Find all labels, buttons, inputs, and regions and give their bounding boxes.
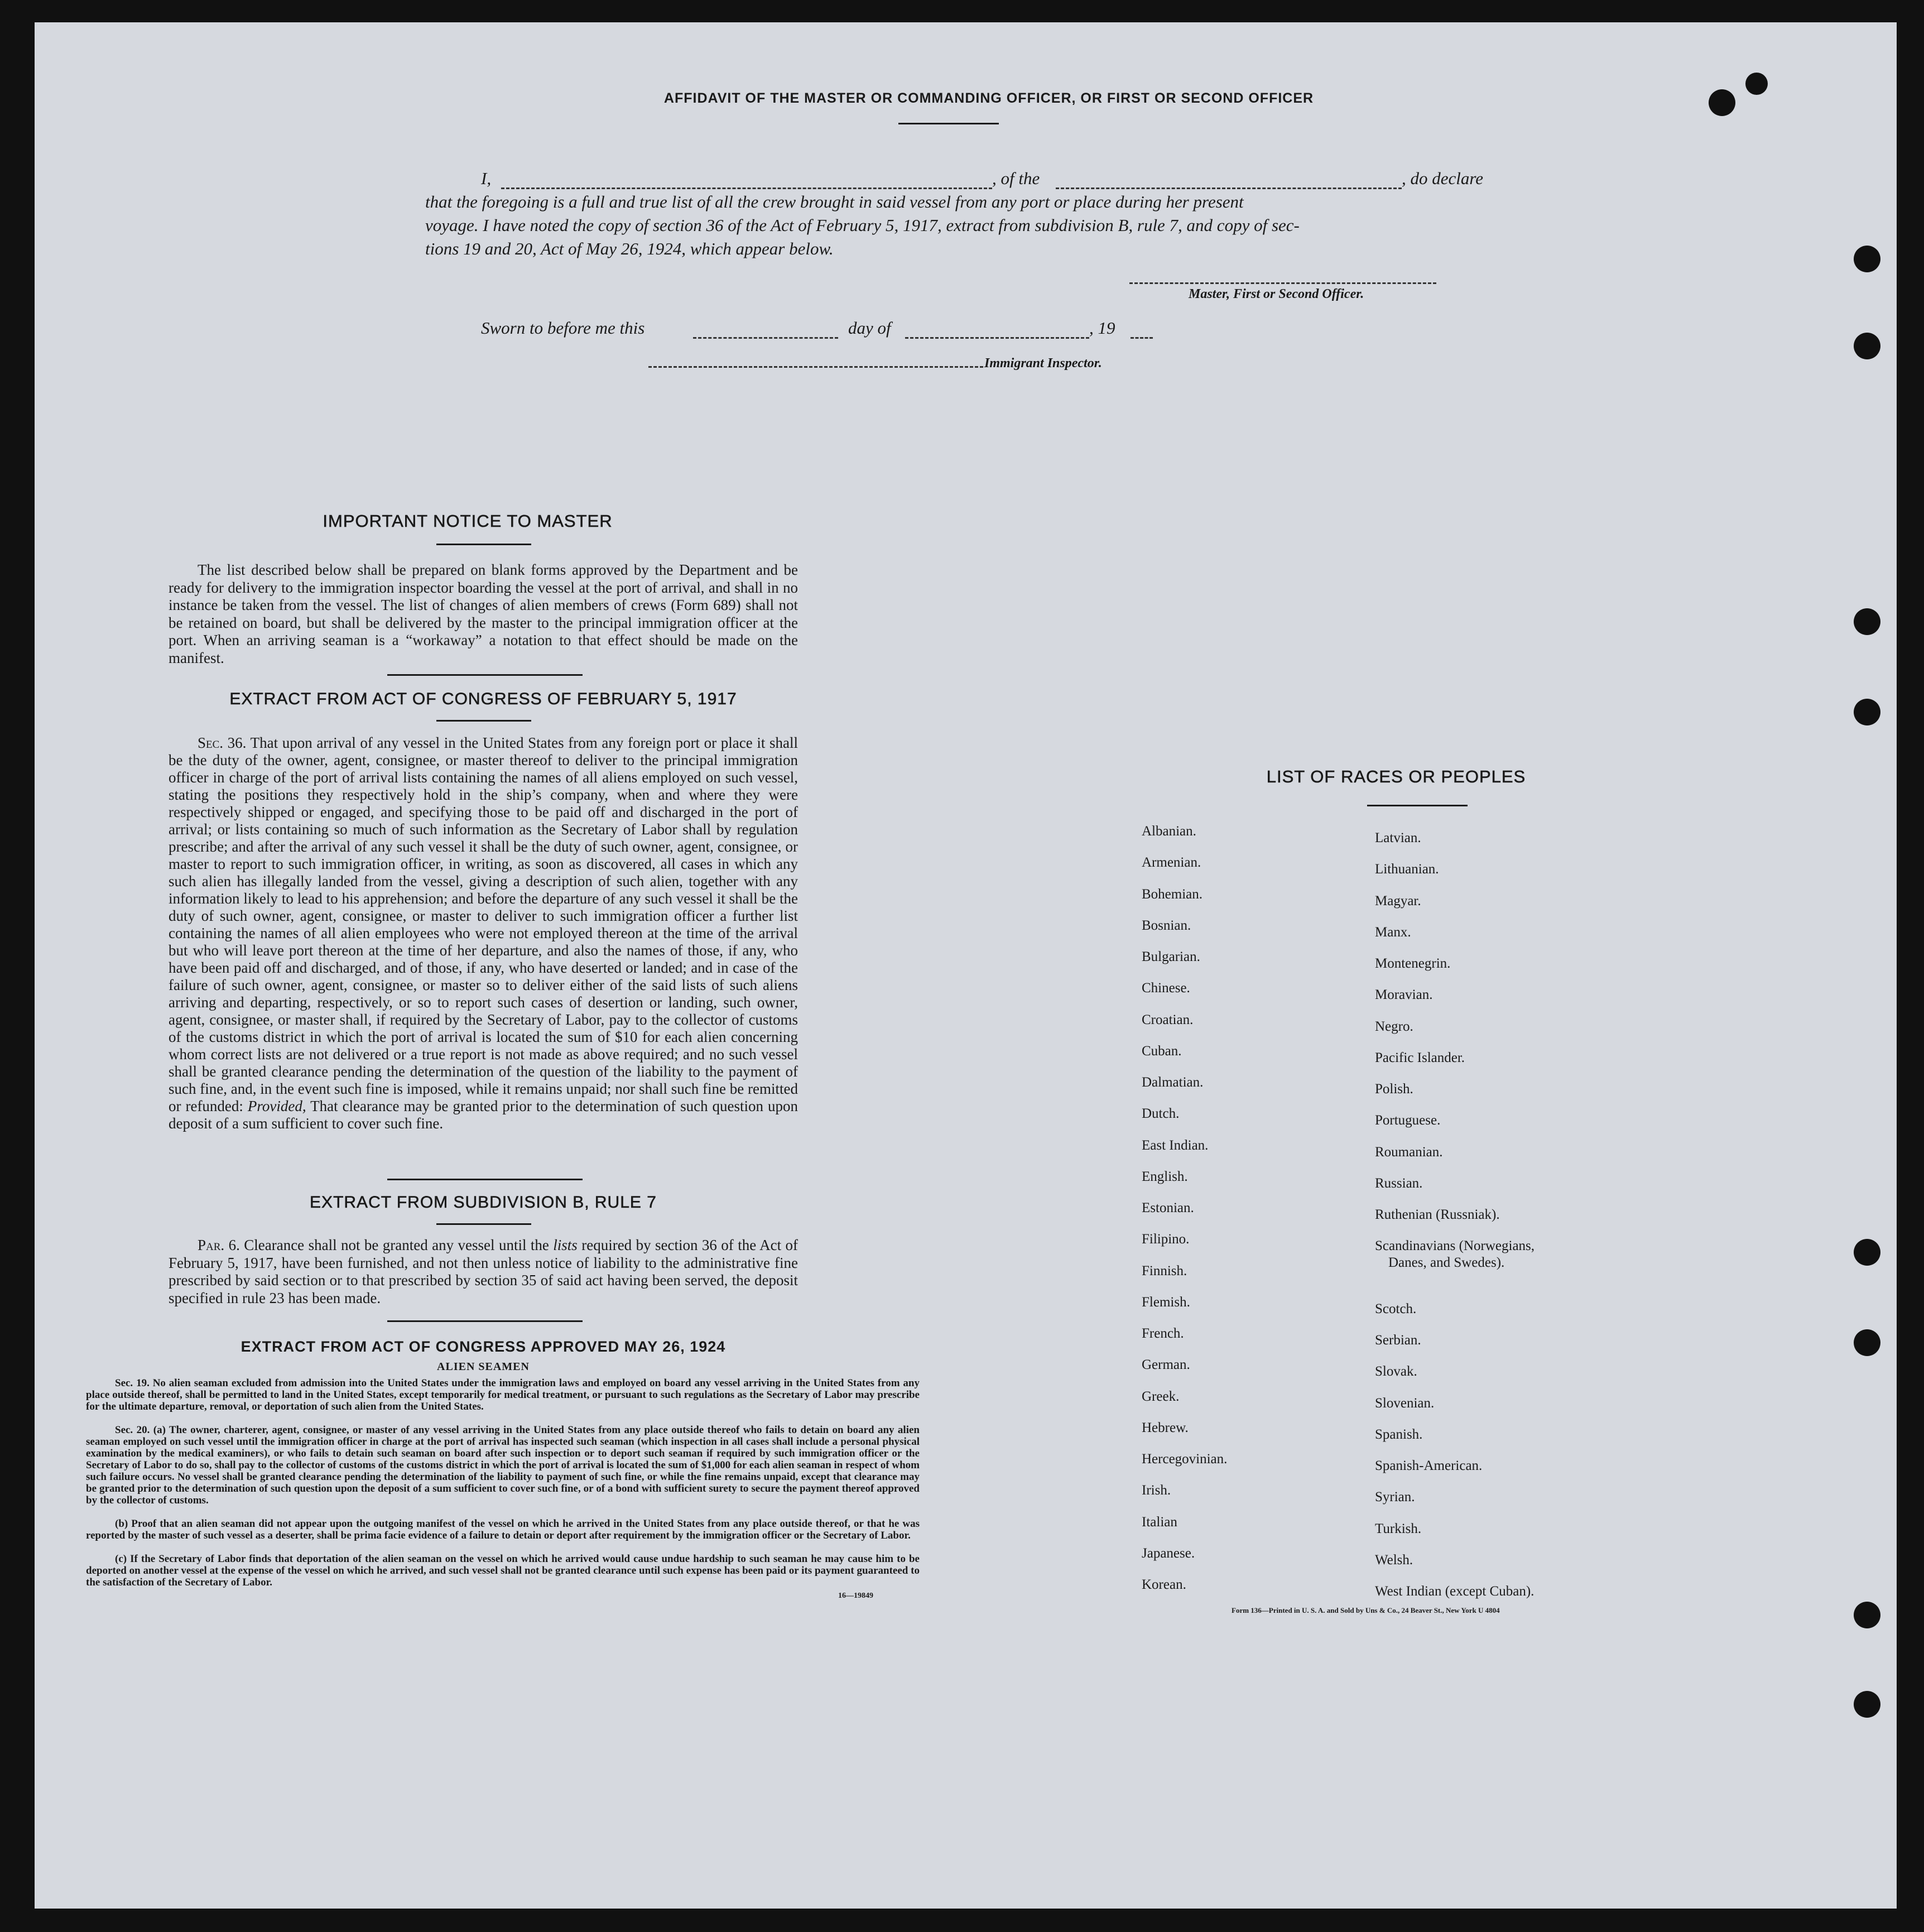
rule-7-title: EXTRACT FROM SUBDIVISION B, RULE 7 bbox=[310, 1193, 657, 1212]
extract-1917-title: EXTRACT FROM ACT OF CONGRESS OF FEBRUARY 5, 1917 bbox=[229, 690, 737, 708]
section-rule bbox=[387, 1320, 583, 1322]
race-item: West Indian (except Cuban). bbox=[1375, 1584, 1535, 1599]
race-item: Bulgarian. bbox=[1142, 949, 1200, 964]
punch-hole bbox=[1854, 1239, 1880, 1266]
race-item: Slovenian. bbox=[1375, 1395, 1435, 1411]
punch-hole bbox=[1854, 333, 1880, 359]
section-36-body: That upon arrival of any vessel in the United States from any foreign port or place it shall be the duty of the owner, agent, consignee, or master thereof to deliver to the principal immigration officer in charge of the port of arrival lists containing the names of all aliens employed on such vessel, stating the positions they respectively hold in the ship’s company, when and where they were respectively shipped or engaged, and specifying those to be paid off and discharged in the port of arrival; or lists containing so much of such information as the Secretary of Labor shall by regulation prescribe; and after the arrival of any such vessel it shall be the duty of such owner, agent, consignee, or master to report to such immigration officer, in writing, as soon as discovered, all cases in which any such alien has illegally landed from the vessel, giving a description of such alien, together with any information likely to lead to his apprehension; and before the departure of any such vessel it shall be the duty of such owner, agent, consignee, or master to deliver to such immigration officer a further list containing the names of all alien employees who were not employed thereon at the time of the arrival but who will leave port thereon at the time of her departure, and also the names of those, if any, who have been paid off and discharged, and of those, if any, who have deserted or landed; and in case of the failure of such owner, agent, consignee, or master so to deliver either of the said lists of such aliens arriving and departing, respectively, or so to report such cases of desertion or landing, such owner, agent, consignee, or master shall, if required by the Secretary of Labor, pay to the collector of customs of the customs district in which the port of arrival is located the sum of $10 for each alien concerning whom correct lists are not delivered or a true report is not made as above required; and no such vessel shall be granted clearance pending the determination of the question of the liability to the payment of such fine, and, in the event such fine is imposed, while it remains unpaid; nor shall such fine be remitted or refunded: bbox=[169, 734, 799, 1114]
race-item: Manx. bbox=[1375, 924, 1411, 940]
race-item: Roumanian. bbox=[1375, 1144, 1443, 1160]
race-item: Chinese. bbox=[1142, 981, 1190, 996]
sworn-year-blank bbox=[1131, 337, 1153, 339]
race-item: Welsh. bbox=[1375, 1552, 1413, 1568]
inspector-signature-label: Immigrant Inspector. bbox=[984, 356, 1102, 371]
race-item: Estonian. bbox=[1142, 1200, 1194, 1215]
sworn-mid: day of bbox=[848, 318, 891, 338]
race-item: Pacific Islander. bbox=[1375, 1050, 1465, 1065]
race-item: Syrian. bbox=[1375, 1489, 1415, 1505]
sworn-year: , 19 bbox=[1089, 318, 1115, 338]
section-rule bbox=[387, 1179, 583, 1180]
section-36-label: Sec. 36. bbox=[198, 734, 247, 751]
notice-rule bbox=[436, 544, 531, 545]
race-item: Dutch. bbox=[1142, 1106, 1180, 1122]
race-item: German. bbox=[1142, 1357, 1190, 1373]
race-item: Flemish. bbox=[1142, 1294, 1190, 1310]
race-item: Ruthenian (Russniak). bbox=[1375, 1207, 1500, 1222]
punch-hole bbox=[1745, 73, 1768, 95]
race-item: Armenian. bbox=[1142, 855, 1201, 871]
alien-seamen-subtitle: ALIEN SEAMEN bbox=[437, 1361, 530, 1373]
affidavit-line1-prefix: I, bbox=[481, 169, 492, 188]
punch-hole bbox=[1854, 1602, 1880, 1628]
paragraph-6-label: Par. 6. bbox=[198, 1237, 240, 1253]
race-item: Moravian. bbox=[1375, 987, 1433, 1003]
race-item: Bosnian. bbox=[1142, 917, 1191, 933]
title-rule bbox=[1367, 805, 1468, 806]
lists-word: lists bbox=[553, 1237, 578, 1253]
section-20a-text: Sec. 20. (a) The owner, charterer, agent, consignee, or master of any vessel arriving in the United States from any place outside thereof who fails to detain on board any alien seaman employed on such vessel until the immigration officer in charge at the port of arrival has inspected such seaman (which inspection in all cases shall include a personal physical examination by the medical examiners), or who fails to detain such seaman on board after such inspection or to deport such seaman if required by such immigration officer or the Secretary of Labor to do so, shall pay to the collector of customs of the customs district in which the port of arrival is located the sum of $1,000 for each alien seaman in respect of whom such failure occurs. No vessel shall be granted clearance pending the determination of the liability to payment of such fine, or while the fine remains unpaid, except that clearance may be granted prior to the determination of such question upon the deposit of a sum sufficient to cover such fine, or of a bond with sufficient surety to secure the payment thereof approved by the collector of customs. bbox=[86, 1424, 920, 1506]
race-item: Polish. bbox=[1375, 1082, 1413, 1097]
punch-hole bbox=[1854, 608, 1880, 635]
race-item: Turkish. bbox=[1375, 1521, 1422, 1536]
section-19-text: Sec. 19. No alien seaman excluded from admission into the United States under the immigration laws and employed on board any vessel arriving in the United States from any place outside thereof, shall be permitted to land in the United States, except temporarily for medical treatment, or pursuant to such regulations as the Secretary of Labor may prescribe for the ultimate departure, removal, or deportation of such alien from the United States. bbox=[86, 1377, 920, 1412]
section-36-text bbox=[169, 734, 798, 1132]
name-blank bbox=[501, 188, 992, 189]
title-rule bbox=[898, 123, 999, 124]
affidavit-line4: tions 19 and 20, Act of May 26, 1924, which appear below. bbox=[425, 239, 834, 258]
race-item: Serbian. bbox=[1375, 1333, 1421, 1348]
master-signature-line bbox=[1129, 282, 1436, 284]
race-item: English. bbox=[1142, 1169, 1188, 1184]
notice-body: The list described below shall be prepared on blank forms approved by the Department and be ready for delivery to the immigration inspector boarding the vessel at the port of arrival, and shall in no instance be taken from the vessel. The list of changes of alien members of crews (Form 689) shall not be retained on board, but shall be delivered by the master to the principal immigration officer at the port. When an arriving seaman is a “workaway” a notation to that effect should be made on the manifest. bbox=[169, 561, 798, 666]
title-rule bbox=[436, 720, 531, 722]
race-item: Russian. bbox=[1375, 1175, 1423, 1191]
document-sheet bbox=[35, 22, 1897, 1909]
race-item: Irish. bbox=[1142, 1483, 1171, 1498]
race-item: Scotch. bbox=[1375, 1301, 1417, 1316]
sworn-prefix: Sworn to before me this bbox=[481, 318, 645, 338]
race-item: French. bbox=[1142, 1326, 1184, 1341]
punch-hole bbox=[1854, 246, 1880, 272]
section-rule bbox=[387, 674, 583, 676]
affidavit-title: AFFIDAVIT OF THE MASTER OR COMMANDING OFFICER, OR FIRST OR SECOND OFFICER bbox=[663, 90, 1314, 106]
race-item: Dalmatian. bbox=[1142, 1075, 1204, 1090]
provided-word: Provided, bbox=[247, 1098, 306, 1114]
punch-hole bbox=[1854, 1691, 1880, 1718]
race-item: Hebrew. bbox=[1142, 1420, 1189, 1435]
vessel-blank bbox=[1056, 188, 1402, 189]
sworn-month-blank bbox=[905, 337, 1089, 339]
race-item: East Indian. bbox=[1142, 1137, 1209, 1153]
race-item: Italian bbox=[1142, 1514, 1177, 1530]
race-item: Hercegovinian. bbox=[1142, 1452, 1228, 1467]
race-item: Albanian. bbox=[1142, 824, 1196, 839]
race-item: Bohemian. bbox=[1142, 886, 1203, 902]
race-item: Portuguese. bbox=[1375, 1113, 1441, 1128]
race-item: Latvian. bbox=[1375, 830, 1421, 845]
paragraph-6-text bbox=[169, 1237, 798, 1307]
sworn-day-blank bbox=[693, 337, 838, 339]
paragraph-6-body-b: required by section 36 of the Act of February 5, 1917, have been furnished, and not then unless notice of liability to the administrative fine prescribed by said section or to that prescribed by section 35 of said act having been served, the deposit specified in rule 23 has been made. bbox=[169, 1237, 799, 1306]
affidavit-line2: that the foregoing is a full and true list of all the crew brought in said vessel from any port or place during her present bbox=[425, 192, 1244, 212]
race-item: Montenegrin. bbox=[1375, 956, 1451, 971]
race-item: Spanish. bbox=[1375, 1426, 1423, 1442]
affidavit-line1-mid: , of the bbox=[992, 169, 1040, 188]
race-item: Danes, and Swedes). bbox=[1388, 1255, 1505, 1270]
race-item: Korean. bbox=[1142, 1577, 1186, 1592]
print-code: 16—19849 bbox=[838, 1592, 873, 1600]
race-item: Japanese. bbox=[1142, 1545, 1195, 1561]
punch-hole bbox=[1854, 699, 1880, 725]
master-signature-label: Master, First or Second Officer. bbox=[1189, 287, 1364, 301]
race-item: Finnish. bbox=[1142, 1263, 1187, 1279]
races-title: LIST OF RACES OR PEOPLES bbox=[1266, 767, 1526, 786]
race-item: Slovak. bbox=[1375, 1364, 1417, 1380]
race-item: Negro. bbox=[1375, 1018, 1413, 1034]
section-36-tail: That clearance may be granted prior to the determination of such question upon deposit of a sum sufficient to cover such fine. bbox=[169, 1098, 799, 1132]
section-20c-text: (c) If the Secretary of Labor finds that deportation of the alien seaman on the vessel on which he arrived would cause undue hardship to such seaman he may cause him to be deported on another vessel at the expense of the vessel on which he arrived, and such vessel shall not be granted clearance until such expense has been paid or its payment guaranteed to the satisfaction of the Secretary of Labor. bbox=[86, 1553, 920, 1588]
punch-hole bbox=[1854, 1329, 1880, 1356]
race-item: Lithuanian. bbox=[1375, 862, 1439, 877]
affidavit-line3: voyage. I have noted the copy of section 36 of the Act of February 5, 1917, extract from subdivision B, rule 7, and copy of sec- bbox=[425, 215, 1300, 235]
affidavit-line1-end: , do declare bbox=[1402, 169, 1484, 188]
form-printer-line: Form 136—Printed in U. S. A. and Sold by Uns & Co., 24 Beaver St., New York U 4804 bbox=[1232, 1606, 1500, 1614]
notice-title: IMPORTANT NOTICE TO MASTER bbox=[323, 511, 613, 531]
paragraph-6-body-a: Clearance shall not be granted any vessel until the bbox=[244, 1237, 549, 1253]
race-item: Croatian. bbox=[1142, 1012, 1194, 1027]
race-item: Magyar. bbox=[1375, 893, 1421, 909]
extract-1924-title: EXTRACT FROM ACT OF CONGRESS APPROVED MAY 26, 1924 bbox=[240, 1338, 726, 1355]
race-item: Spanish-American. bbox=[1375, 1458, 1483, 1473]
race-item: Cuban. bbox=[1142, 1043, 1182, 1059]
race-item: Greek. bbox=[1142, 1388, 1180, 1404]
punch-hole bbox=[1709, 89, 1735, 116]
inspector-signature-line bbox=[648, 366, 983, 368]
section-20b-text: (b) Proof that an alien seaman did not appear upon the outgoing manifest of the vessel on which he arrived in the United States from any place outside thereof, or that he was reported by the master of such vessel as a deserter, shall be prima facie evidence of a failure to detain or deport after requirement by the immigration officer or the Secretary of Labor. bbox=[86, 1518, 920, 1541]
title-rule bbox=[436, 1223, 531, 1225]
race-item: Filipino. bbox=[1142, 1232, 1190, 1247]
race-item: Scandinavians (Norwegians, bbox=[1375, 1238, 1535, 1254]
